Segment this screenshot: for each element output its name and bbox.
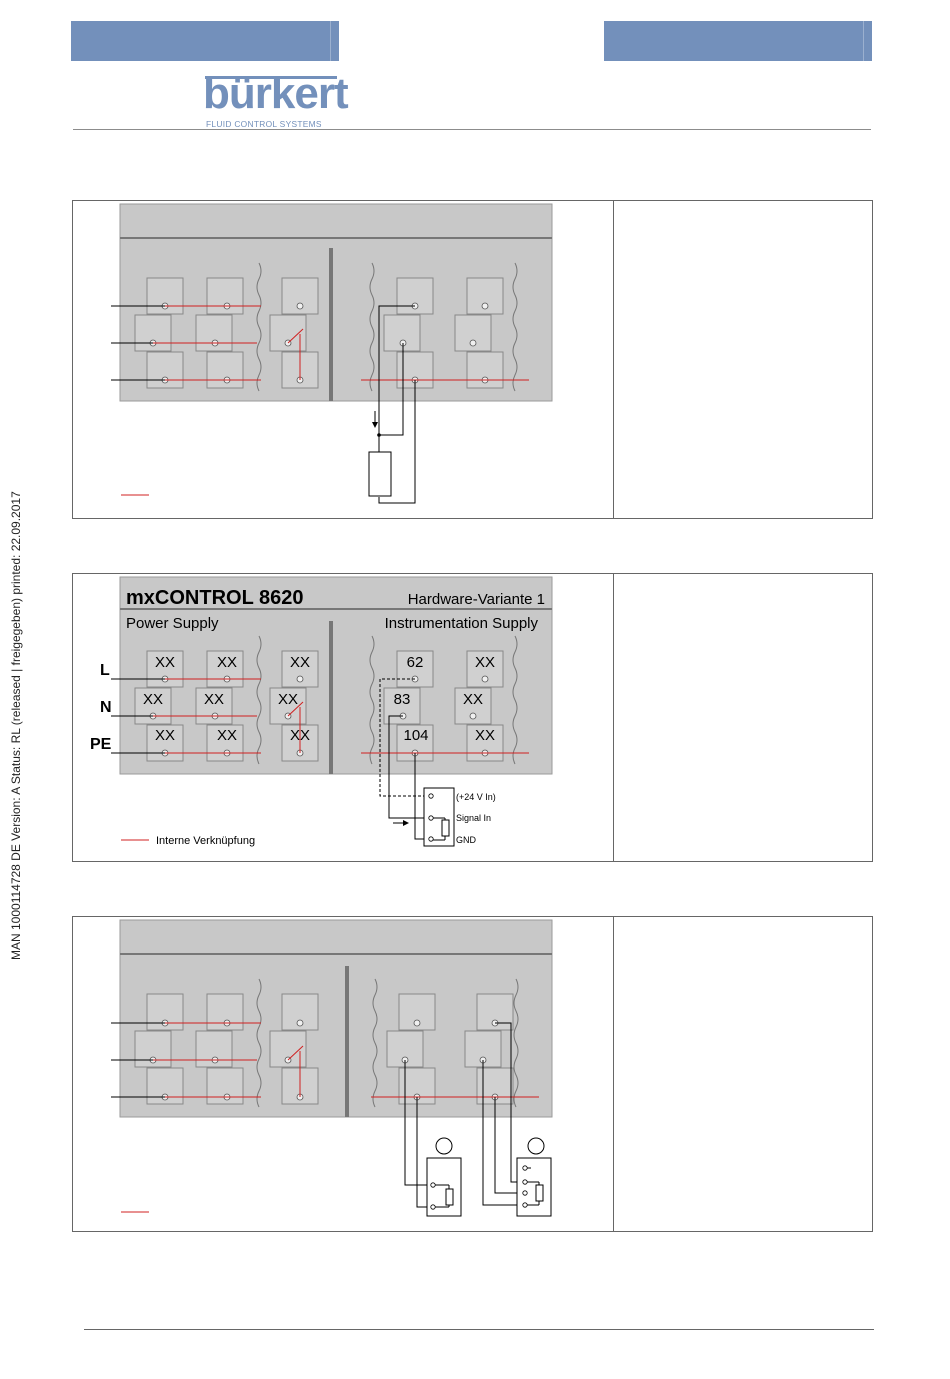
- line-label-l: L: [100, 662, 110, 679]
- line-label-pe: PE: [90, 736, 112, 753]
- header-bar-left: [71, 21, 339, 61]
- terminal-label: XX: [289, 654, 311, 671]
- terminal-label: XX: [216, 727, 238, 744]
- header-rule: [73, 129, 871, 130]
- legend-label: Interne Verknüpfung: [156, 835, 256, 847]
- terminal-label: XX: [154, 654, 176, 671]
- terminal-label: XX: [474, 727, 496, 744]
- diagram-box-1: [72, 200, 873, 519]
- hardware-variant: Hardware-Variante 1: [407, 591, 545, 608]
- diagram-box-3: [72, 916, 873, 1232]
- line-label-n: N: [100, 699, 112, 716]
- device-title: mxCONTROL 8620: [126, 587, 304, 609]
- terminal-label: XX: [474, 654, 496, 671]
- wiring-diagram-1: [73, 201, 872, 518]
- sensor-pin-ground: GND: [456, 835, 476, 845]
- power-supply-label: Power Supply: [126, 615, 219, 632]
- header-bar-right: [604, 21, 872, 61]
- terminal-label: XX: [216, 654, 238, 671]
- footer-rule: [84, 1329, 874, 1330]
- terminal-104-label: 104: [403, 727, 429, 744]
- wiring-diagram-2: [73, 574, 872, 861]
- diagram-box-2: [72, 573, 873, 862]
- sensor-pin-supply: (+24 V In): [456, 792, 496, 802]
- terminal-62-label: 62: [406, 654, 424, 671]
- instrumentation-supply-label: Instrumentation Supply: [384, 615, 538, 632]
- brand-logo: bürkert: [203, 69, 348, 118]
- document-id-note: MAN 1000114728 DE Version: A Status: RL (released | freigegeben) printed: 22.09.2017: [9, 491, 23, 960]
- terminal-label: XX: [289, 727, 311, 744]
- terminal-83-label: 83: [393, 691, 411, 708]
- terminal-label: XX: [462, 691, 484, 708]
- terminal-label: XX: [154, 727, 176, 744]
- terminal-label: XX: [277, 691, 299, 708]
- brand-tagline: FLUID CONTROL SYSTEMS: [206, 119, 322, 129]
- sensor-pin-signal: Signal In: [456, 813, 492, 823]
- terminal-label: XX: [142, 691, 164, 708]
- wiring-diagram-3: [73, 917, 872, 1231]
- terminal-label: XX: [203, 691, 225, 708]
